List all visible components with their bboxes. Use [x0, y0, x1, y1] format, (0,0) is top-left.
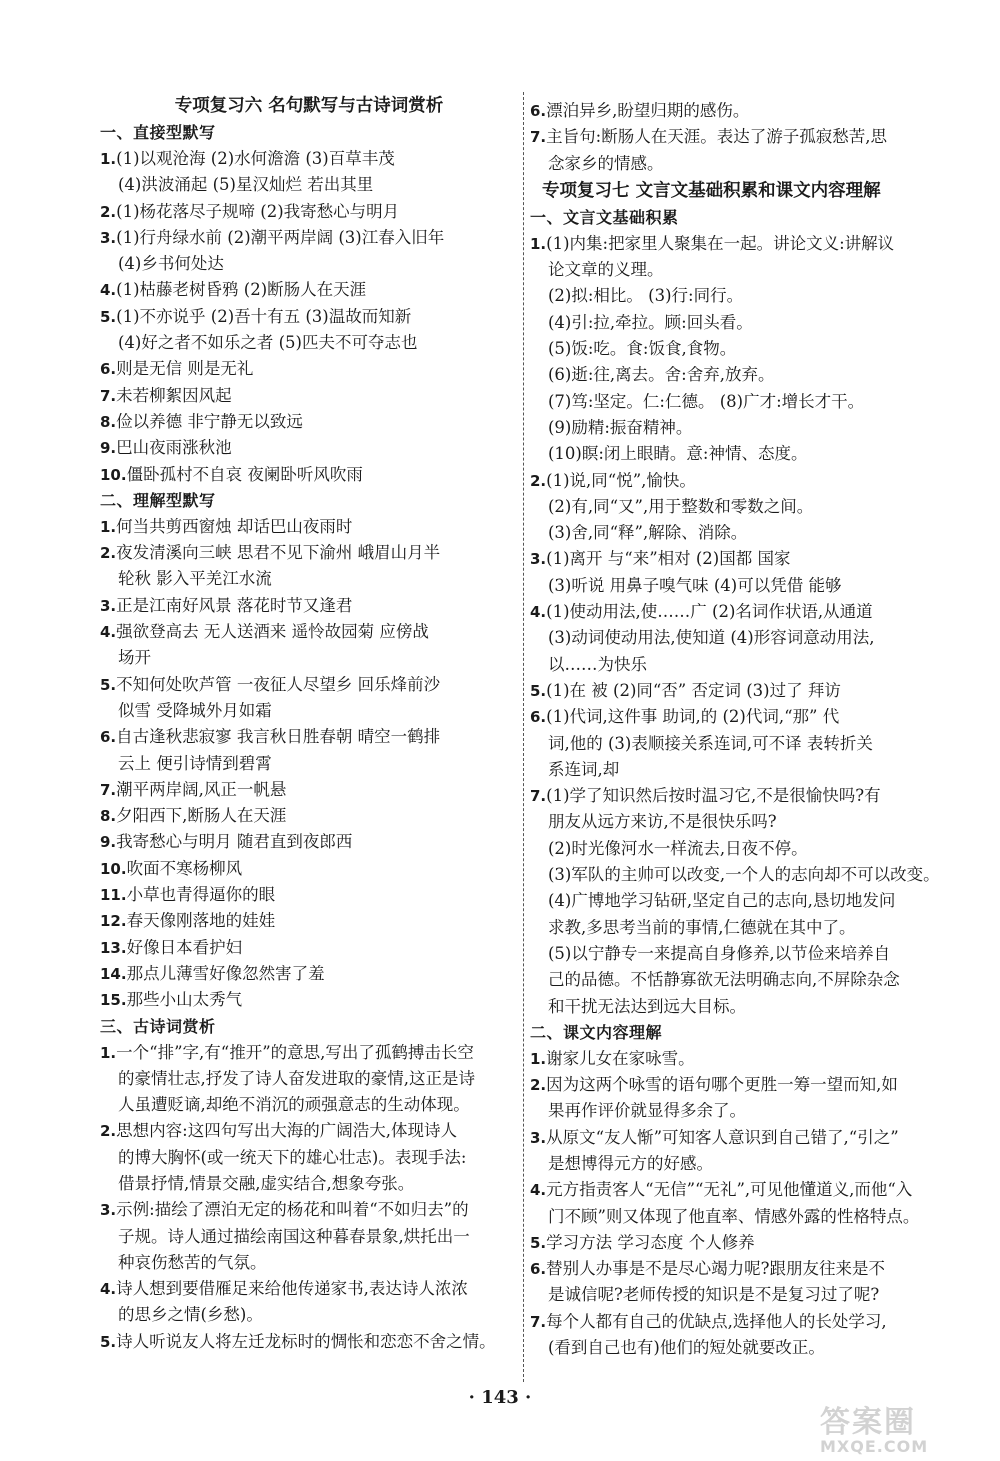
answer-line [530, 468, 960, 494]
answer-text: (1)以观沧海 (2)水何澹澹 (3)百草丰茂 [116, 149, 395, 168]
answer-line [530, 151, 960, 177]
answer-text: (1)枯藤老树昏鸦 (2)断肠人在天涯 [116, 280, 367, 300]
answer-line [100, 1118, 518, 1144]
answer-line [100, 751, 518, 777]
column-divider [523, 92, 524, 1382]
answer-text: 俭以养德 非宁静无以致远 [116, 411, 303, 431]
answer-text: 自古逢秋悲寂寥 我言秋日胜春朝 晴空一鹤排 [116, 727, 441, 747]
answer-text: (3)动词使动用法,使知道 (4)形容词意动用法, [548, 628, 875, 648]
answer-line [100, 1145, 518, 1171]
item-number: 14. [100, 964, 127, 983]
answer-line [530, 1256, 960, 1282]
item-number: 4. [100, 1280, 117, 1299]
item-number: 5. [530, 681, 547, 700]
answer-line [530, 1072, 960, 1098]
answer-text: 未若柳絮因风起 [116, 385, 232, 405]
answer-text: 系连词,却 [548, 759, 620, 779]
answer-text: 巴山夜雨涨秋池 [116, 438, 232, 458]
answer-text: (2)有,同“又”,用于整数和零数之间。 [548, 496, 814, 516]
item-number: 5. [100, 307, 117, 326]
answer-list-classical [530, 231, 960, 1020]
answer-text: 强欲登高去 无人送酒来 遥怜故园菊 应傍战 [116, 622, 429, 642]
answer-line [530, 231, 960, 257]
item-number: 10. [100, 465, 127, 484]
answer-text: 云上 便引诗情到碧霄 [118, 753, 272, 773]
answer-line [100, 172, 518, 198]
answer-text: 主旨句:断肠人在天涯。表达了游子孤寂愁苦,思 [546, 127, 887, 147]
watermark-url: MXQE.COM [820, 1437, 929, 1456]
answer-text: 夜发清溪向三峡 思君不见下渝州 峨眉山月半 [116, 543, 441, 563]
answer-line [100, 935, 518, 961]
item-number: 7. [100, 386, 117, 405]
answer-line [100, 777, 518, 803]
answer-line [100, 908, 518, 934]
answer-line [530, 336, 960, 362]
answer-text: 论文章的义理。 [548, 260, 664, 280]
answer-line [100, 225, 518, 251]
answer-text: (2)时光像河水一样流去,日夜不停。 [548, 838, 808, 858]
answer-line [530, 625, 960, 651]
item-number: 6. [530, 102, 547, 120]
item-number: 4. [100, 623, 117, 642]
answer-line [100, 566, 518, 592]
answer-line [100, 462, 518, 488]
item-number: 3. [100, 1201, 117, 1220]
answer-line [100, 1224, 518, 1250]
heading-poetry-appreciation: 三、古诗词赏析 [100, 1016, 216, 1036]
item-number: 7. [100, 780, 117, 799]
answer-text: 人虽遭贬谪,却绝不消沉的顽强意志的生动体现。 [118, 1095, 470, 1115]
answer-line [100, 1092, 518, 1118]
answer-text: (4)引:拉,牵拉。顾:回头看。 [548, 312, 753, 332]
answer-text: 元方指责客人“无信”“无礼”,可见他懂道义,而他“入 [546, 1180, 913, 1200]
answer-line [100, 1066, 518, 1092]
answer-line [100, 514, 518, 540]
answer-line [530, 283, 960, 309]
answer-line [530, 98, 960, 124]
answer-text: 以……为快乐 [548, 654, 647, 674]
answer-text: 果再作评价就显得多余了。 [548, 1101, 746, 1121]
answer-line [530, 362, 960, 388]
answer-line [530, 967, 960, 993]
answer-line [100, 829, 518, 855]
answer-text: 何当共剪西窗烛 却话巴山夜雨时 [116, 516, 353, 536]
watermark-text: 答案圈 [820, 1405, 916, 1440]
answer-text: (1)不亦说乎 (2)吾十有五 (3)温故而知新 [116, 306, 412, 326]
answer-line [530, 783, 960, 809]
answer-text: (看到自己也有)他们的短处就要改正。 [548, 1338, 825, 1358]
item-number: 1. [100, 150, 117, 168]
item-number: 13. [100, 938, 127, 957]
answer-text: 的博大胸怀(或一统天下的雄心壮志)。表现手法: [118, 1147, 467, 1167]
answer-line [100, 277, 518, 303]
answer-line [530, 599, 960, 625]
answer-line [100, 356, 518, 382]
item-number: 5. [100, 675, 117, 694]
item-number: 2. [100, 544, 117, 563]
answer-text: (3)军队的主帅可以改变,一个人的志向却不可以改变。 [548, 865, 940, 885]
answer-text: (1)使动用法,使……广 (2)名词作状语,从通道 [546, 602, 873, 622]
item-number: 1. [100, 1043, 117, 1062]
answer-line [530, 310, 960, 336]
answer-text: (5)饭:吃。食:饭食,食物。 [548, 339, 737, 359]
answer-text: 思想内容:这四句写出大海的广阔浩大,体现诗人 [116, 1121, 457, 1141]
answer-text: (5)以宁静专一来提高自身修养,以节俭来培养自 [548, 943, 891, 963]
left-column [100, 92, 518, 1355]
answer-line [100, 698, 518, 724]
answer-text: 每个人都有自己的优缺点,选择他人的长处学习, [546, 1311, 887, 1331]
answer-line [100, 1171, 518, 1197]
item-number: 2. [530, 1076, 547, 1095]
answer-text: 是诚信呢?老师传授的知识是不是复习过了呢? [548, 1285, 880, 1305]
answer-line [530, 546, 960, 572]
answer-line [100, 987, 518, 1013]
answer-text: (3)舍,同“释”,解除、消除。 [548, 523, 748, 543]
heading-direct-recitation: 一、直接型默写 [100, 123, 216, 142]
answer-line [530, 1309, 960, 1335]
answer-text: 朋友从远方来访,不是很快乐吗? [548, 812, 777, 832]
answer-text: 我寄愁心与明月 随君直到夜郎西 [116, 832, 353, 852]
answer-text: 是想博得元方的好感。 [548, 1153, 713, 1173]
answer-text: 己的品德。不恬静寡欲无法明确志向,不屏除杂念 [548, 970, 900, 990]
item-number: 8. [100, 807, 117, 826]
answer-line [530, 652, 960, 678]
answer-text: (4)乡书何处达 [118, 254, 224, 274]
answer-text: 的豪情壮志,抒发了诗人奋发进取的豪情,这正是诗 [118, 1068, 475, 1088]
answer-list-direct [100, 146, 518, 488]
answer-line [530, 704, 960, 730]
item-number: 6. [530, 708, 547, 727]
item-number: 1. [530, 234, 547, 253]
answer-text: (1)内集:把家里人聚集在一起。讲论文义:讲解议 [546, 233, 895, 253]
answer-text: 的思乡之情(乡愁)。 [118, 1305, 263, 1325]
item-number: 11. [100, 886, 127, 905]
page-number: · 143 · [468, 1387, 532, 1408]
answer-text: (4)洪波涌起 (5)星汉灿烂 若出其里 [118, 175, 374, 195]
answer-text: 夕阳西下,断肠人在天涯 [116, 806, 287, 826]
answer-text: 不知何处吹芦管 一夜征人尽望乡 回乐烽前沙 [116, 674, 441, 694]
answer-line [530, 1282, 960, 1308]
item-number: 3. [100, 228, 117, 247]
answer-text: (3)听说 用鼻子嗅气味 (4)可以凭借 能够 [548, 575, 842, 595]
answer-line [100, 251, 518, 277]
answer-line [100, 882, 518, 908]
answer-text: 那些小山太秀气 [126, 990, 243, 1010]
item-number: 6. [100, 360, 117, 379]
item-number: 9. [100, 833, 117, 852]
answer-text: 似雪 受降城外月如霜 [118, 700, 272, 720]
answer-line [530, 1204, 960, 1230]
item-number: 7. [530, 1312, 547, 1331]
item-number: 4. [530, 1181, 547, 1200]
answer-text: 求教,多思考当前的事情,仁德就在其中了。 [548, 917, 856, 937]
item-number: 4. [530, 603, 547, 622]
answer-text: 从原文“友人惭”可知客人意识到自己错了,“引之” [546, 1127, 899, 1147]
item-number: 4. [100, 281, 117, 300]
answer-line [530, 1098, 960, 1124]
answer-text: 春天像刚落地的娃娃 [126, 911, 276, 931]
answer-line [530, 941, 960, 967]
answer-text: 子规。诗人通过描绘南国这种暮春景象,烘托出一 [118, 1226, 470, 1246]
answer-text: (10)瞑:闭上眼睛。意:神情、态度。 [548, 444, 808, 464]
answer-line [530, 1335, 960, 1361]
item-number: 7. [530, 128, 547, 147]
answer-text: 替别人办事是不是尽心竭力呢?跟朋友往来是不 [546, 1259, 885, 1279]
answer-line [100, 435, 518, 461]
answer-text: 念家乡的情感。 [548, 153, 664, 173]
answer-line [100, 304, 518, 330]
answer-line [100, 672, 518, 698]
answer-text: (7)笃:坚定。仁:仁德。 (8)广才:增长才干。 [548, 391, 865, 411]
answer-text: (4)广博地学习钻研,坚定自己的志向,恳切地发问 [548, 891, 896, 911]
answer-line [100, 724, 518, 750]
answer-text: 潮平两岸阔,风正一帆悬 [116, 779, 287, 799]
answer-line [530, 757, 960, 783]
answer-line [100, 540, 518, 566]
answer-line [530, 731, 960, 757]
answer-line [530, 809, 960, 835]
answer-text: 那点儿薄雪好像忽然害了羞 [126, 963, 325, 983]
answer-line [100, 1197, 518, 1223]
heading-text-comprehension: 二、课文内容理解 [530, 1022, 663, 1042]
answer-line [530, 915, 960, 941]
answer-text: (1)离开 与“来”相对 (2)国都 国家 [546, 549, 791, 569]
answer-text: 诗人想到要借雁足来给他传递家书,表达诗人浓浓 [116, 1279, 468, 1299]
item-number: 1. [100, 517, 117, 536]
item-number: 6. [100, 728, 117, 747]
answer-text: 示例:描绘了漂泊无定的杨花和叫着“不如归去”的 [116, 1200, 469, 1220]
item-number: 15. [100, 991, 127, 1010]
answer-text: 一个“排”字,有“推开”的意思,写出了孤鹤搏击长空 [116, 1042, 474, 1062]
answer-line [530, 1230, 960, 1256]
answer-text: (1)代词,这件事 助词,的 (2)代词,“那” 代 [546, 707, 840, 727]
answer-text: 正是江南好风景 落花时节又逢君 [116, 595, 353, 615]
answer-line [530, 994, 960, 1020]
answer-text: (2)拟:相比。 (3)行:同行。 [548, 286, 744, 306]
answer-text: 小草也青得逼你的眼 [126, 885, 276, 905]
answer-text: 词,他的 (3)表顺接关系连词,可不译 表转折关 [548, 733, 873, 753]
answer-text: 门不顾”则又体现了他直率、情感外露的性格特点。 [548, 1206, 920, 1226]
item-number: 5. [530, 1233, 547, 1252]
answer-text: (9)励精:振奋精神。 [548, 417, 693, 437]
item-number: 9. [100, 439, 117, 458]
answer-line [530, 124, 960, 150]
answer-line [530, 836, 960, 862]
answer-line [530, 389, 960, 415]
answer-text: 好像日本看护妇 [126, 937, 243, 957]
answer-line [530, 888, 960, 914]
answer-list-poetry [100, 1040, 518, 1356]
answer-text: (1)在 被 (2)同“否” 否定词 (3)过了 拜访 [546, 680, 841, 700]
answer-line [100, 1250, 518, 1276]
answer-text: (1)学了知识然后按时温习它,不是很愉快吗?有 [546, 786, 881, 806]
answer-text: 和干扰无法达到远大目标。 [548, 996, 746, 1016]
answer-line [530, 441, 960, 467]
section-title-review-7: 专项复习七 文言文基础积累和课文内容理解 [542, 180, 881, 201]
answer-line [100, 1276, 518, 1302]
answer-text: 种哀伤愁苦的气氛。 [118, 1252, 267, 1272]
answer-line [100, 1302, 518, 1328]
answer-line [530, 1151, 960, 1177]
answer-line [530, 678, 960, 704]
answer-text: (4)好之者不如乐之者 (5)匹夫不可夺志也 [118, 333, 418, 353]
answer-line [100, 856, 518, 882]
answer-text: 轮秋 影入平羌江水流 [118, 569, 272, 589]
answer-text: 诗人听说友人将左迁龙标时的惆怅和恋恋不舍之情。 [116, 1331, 496, 1351]
answer-list-poetry-continued [530, 98, 960, 177]
answer-text: (1)说,同“悦”,愉快。 [546, 470, 696, 490]
answer-line [100, 409, 518, 435]
answer-line [530, 415, 960, 441]
answer-text: (1)行舟绿水前 (2)潮平两岸阔 (3)江春入旧年 [116, 227, 445, 247]
item-number: 12. [100, 912, 127, 931]
item-number: 8. [100, 412, 117, 431]
answer-text: 场开 [118, 648, 151, 668]
answer-line [530, 1177, 960, 1203]
item-number: 3. [530, 1128, 547, 1147]
answer-list-text [530, 1046, 960, 1362]
answer-line [100, 1329, 518, 1355]
item-number: 5. [100, 1332, 117, 1351]
answer-line [100, 146, 518, 172]
heading-classical-basics: 一、文言文基础积累 [530, 207, 679, 227]
answer-text: 因为这两个咏雪的语句哪个更胜一筹一望而知,如 [546, 1075, 898, 1095]
answer-list-comprehension [100, 514, 518, 1014]
answer-line [100, 961, 518, 987]
answer-text: 谢家儿女在家咏雪。 [546, 1048, 695, 1068]
answer-line [100, 645, 518, 671]
answer-text: 则是无信 则是无礼 [116, 359, 254, 379]
answer-line [530, 862, 960, 888]
answer-line [530, 1125, 960, 1151]
section-title-review-6: 专项复习六 名句默写与古诗词赏析 [174, 96, 444, 116]
answer-text: 僵卧孤村不自哀 夜阑卧听风吹雨 [126, 464, 363, 484]
item-number: 3. [530, 550, 547, 569]
answer-line [530, 494, 960, 520]
watermark-logo [820, 1405, 990, 1458]
answer-line [100, 1040, 518, 1066]
item-number: 1. [530, 1049, 547, 1068]
answer-line [100, 803, 518, 829]
answer-line [100, 619, 518, 645]
answer-text: 学习方法 学习态度 个人修养 [546, 1232, 755, 1252]
answer-line [530, 1046, 960, 1072]
item-number: 7. [530, 787, 547, 806]
heading-comprehension-recitation: 二、理解型默写 [100, 490, 216, 510]
answer-line [100, 199, 518, 225]
answer-text: 借景抒情,情景交融,虚实结合,想象夸张。 [118, 1173, 415, 1193]
answer-text: 吹面不寒杨柳风 [126, 858, 243, 878]
item-number: 6. [530, 1260, 547, 1279]
right-column [530, 98, 960, 1361]
item-number: 2. [100, 202, 117, 221]
item-number: 2. [100, 1122, 117, 1141]
answer-line [530, 573, 960, 599]
item-number: 3. [100, 596, 117, 615]
answer-text: (1)杨花落尽子规啼 (2)我寄愁心与明月 [116, 201, 400, 221]
answer-line [100, 330, 518, 356]
item-number: 10. [100, 859, 127, 878]
answer-line [530, 257, 960, 283]
answer-line [530, 520, 960, 546]
answer-line [100, 383, 518, 409]
item-number: 2. [530, 471, 547, 490]
answer-text: 漂泊异乡,盼望归期的感伤。 [546, 101, 750, 120]
answer-line [100, 593, 518, 619]
answer-text: (6)逝:往,离去。舍:舍弃,放弃。 [548, 365, 775, 385]
